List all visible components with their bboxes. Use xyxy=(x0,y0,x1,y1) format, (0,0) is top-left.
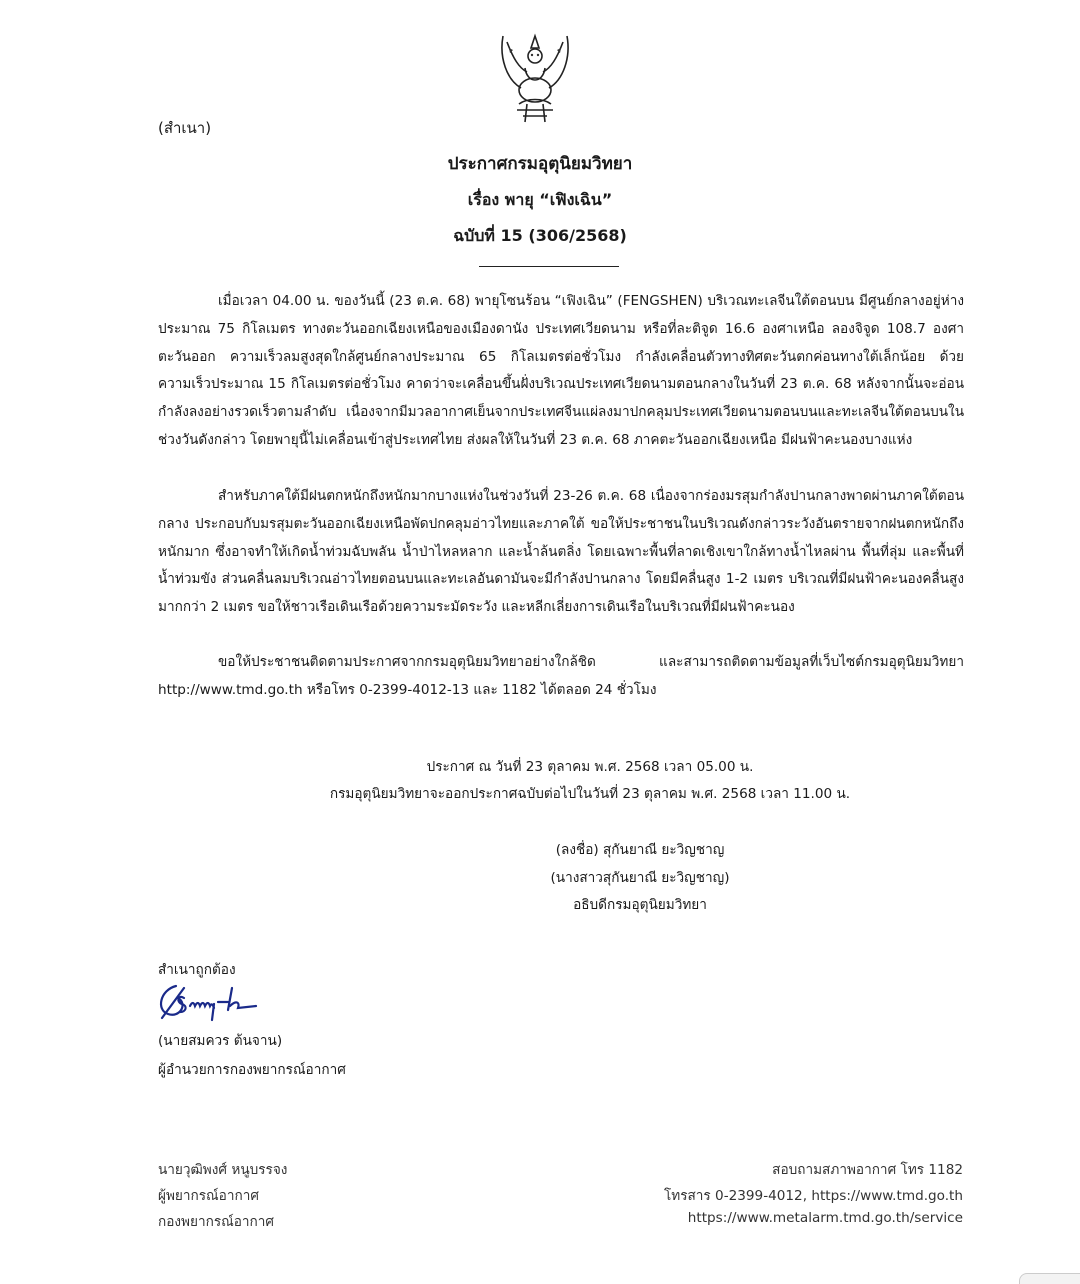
handwritten-signature-icon xyxy=(154,980,264,1024)
paragraph-south-warning xyxy=(158,483,964,622)
metalarm-link[interactable]: https://www.metalarm.tmd.go.th/service xyxy=(687,1210,963,1226)
subject-line: เรื่อง พายุ “เฟิงเฉิน” xyxy=(467,190,613,209)
certifier-position: ผู้อำนวยการกองพยากรณ์อากาศ xyxy=(158,1062,346,1078)
title-divider xyxy=(479,266,619,267)
next-issue-date: กรมอุตุนิยมวิทยาจะออกประกาศฉบับต่อไปในวันที่ 23 ตุลาคม พ.ศ. 2568 เวลา 11.00 น. xyxy=(329,786,851,802)
forecaster-division: กองพยากรณ์อากาศ xyxy=(158,1214,275,1230)
paragraph-contact xyxy=(158,649,964,705)
issue-number: ฉบับที่ 15 (306/2568) xyxy=(453,226,627,245)
fax-website-link[interactable]: โทรสาร 0-2399-4012, https://www.tmd.go.th xyxy=(663,1188,963,1204)
certified-label: สำเนาถูกต้อง xyxy=(158,962,236,978)
certifier-name: (นายสมควร ต้นจาน) xyxy=(158,1033,283,1049)
garuda-emblem-icon xyxy=(497,28,573,126)
issued-date: ประกาศ ณ วันที่ 23 ตุลาคม พ.ศ. 2568 เวลา 05.00 น. xyxy=(426,759,754,775)
copy-mark: (สำเนา) xyxy=(158,119,212,137)
paragraph-storm-status xyxy=(158,288,964,455)
hotline-info: สอบถามสภาพอากาศ โทร 1182 xyxy=(772,1162,963,1178)
forecaster-title: ผู้พยากรณ์อากาศ xyxy=(158,1188,259,1204)
corner-overlay xyxy=(1019,1273,1080,1284)
forecaster-name: นายวุฒิพงศ์ หนูบรรจง xyxy=(158,1162,288,1178)
paragraph-text: ขอให้ประชาชนติดตามประกาศจากกรมอุตุนิยมวิทยาอย่างใกล้ชิด และสามารถติดตามข้อมูลที่เว็บไซต์กรมอุตุนิยมวิทยา http://www.tmd.go.th หรือโทร 0-2399-4012-13 และ 1182 ได้ตลอด 24 ชั่วโมง xyxy=(158,654,964,698)
signed-line: (ลงชื่อ) สุกันยาณี ยะวิญชาญ xyxy=(555,842,725,858)
signatory-name: (นางสาวสุกันยาณี ยะวิญชาญ) xyxy=(550,870,730,886)
page-title: ประกาศกรมอุตุนิยมวิทยา xyxy=(447,154,633,174)
paragraph-text: เมื่อเวลา 04.00 น. ของวันนี้ (23 ต.ค. 68) พายุโซนร้อน “เฟิงเฉิน” (FENGSHEN) บริเวณทะเลจีนใต้ตอนบน มีศูนย์กลางอยู่ห่างประมาณ 75 กิโลเมตร ทางตะวันออกเฉียงเหนือของเมืองดานัง ประเทศเวียดนาม หรือที่ละติจูด 16.6 องศาเหนือ ลองจิจูด 108.7 องศาตะวันออก ความเร็วลมสูงสุดใกล้ศูนย์กลางประมาณ 65 กิโลเมตรต่อชั่วโมง กำลังเคลื่อนตัวทางทิศตะวันตกค่อนทางใต้เล็กน้อย ด้วยความเร็วประมาณ 15 กิโลเมตรต่อชั่วโมง คาดว่าจะเคลื่อนขึ้นฝั่งบริเวณประเทศเวียดนามตอนกลางในวันที่ 23 ต.ค. 68 หลังจากนั้นจะอ่อนกำลังลงอย่างรวดเร็วตามลำดับ เนื่องจากมีมวลอากาศเย็นจากประเทศจีนแผ่ลงมาปกคลุมประเทศเวียดนามตอนบนและทะเลจีนใต้ตอนบนในช่วงวันดังกล่าว โดยพายุนี้ไม่เคลื่อนเข้าสู่ประเทศไทย ส่งผลให้ในวันที่ 23 ต.ค. 68 ภาคตะวันออกเฉียงเหนือ มีฝนฟ้าคะนองบางแห่ง xyxy=(158,293,964,448)
signatory-position: อธิบดีกรมอุตุนิยมวิทยา xyxy=(573,897,707,913)
paragraph-text: สำหรับภาคใต้มีฝนตกหนักถึงหนักมากบางแห่งในช่วงวันที่ 23-26 ต.ค. 68 เนื่องจากร่องมรสุมกำลังปานกลางพาดผ่านภาคใต้ตอนกลาง ประกอบกับมรสุมตะวันออกเฉียงเหนือพัดปกคลุมอ่าวไทยและภาคใต้ ขอให้ประชาชนในบริเวณดังกล่าวระวังอันตรายจากฝนตกหนักถึงหนักมาก ซึ่งอาจทำให้เกิดน้ำท่วมฉับพลัน น้ำป่าไหลหลาก และน้ำล้นตลิ่ง โดยเฉพาะพื้นที่ลาดเชิงเขาใกล้ทางน้ำไหลผ่าน พื้นที่ลุ่ม และพื้นที่น้ำท่วมขัง ส่วนคลื่นลมบริเวณอ่าวไทยตอนบนและทะเลอันดามันจะมีกำลังปานกลาง โดยมีคลื่นสูง 1-2 เมตร บริเวณที่มีฝนฟ้าคะนองคลื่นสูงมากกว่า 2 เมตร ขอให้ชาวเรือเดินเรือด้วยความระมัดระวัง และหลีกเลี่ยงการเดินเรือในบริเวณที่มีฝนฟ้าคะนอง xyxy=(158,488,964,616)
